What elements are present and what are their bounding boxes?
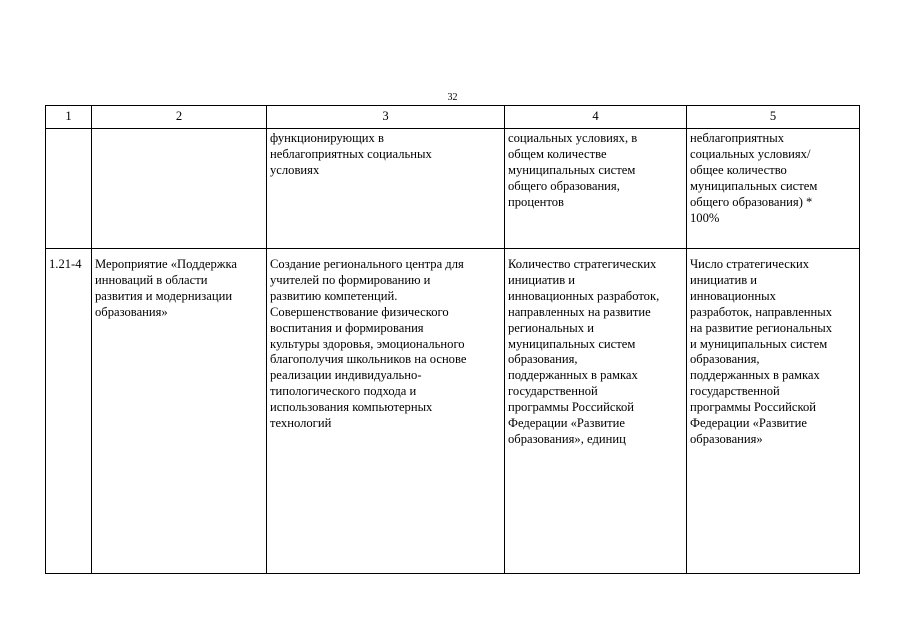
table-cell-name: Мероприятие «Поддержка инноваций в области развития и модернизации образования» — [92, 249, 267, 574]
table-cell-formula: неблагоприятных социальных условиях/ общее количество муниципальных систем общего образования) * 100% — [687, 129, 860, 249]
table-row — [46, 129, 860, 249]
data-table — [45, 105, 860, 574]
column-header: 2 — [92, 106, 267, 129]
page-number: 32 — [447, 92, 458, 103]
table-cell-description: функционирующих в неблагоприятных социальных условиях — [267, 129, 505, 249]
table-cell-indicator: социальных условиях, в общем количестве муниципальных систем общего образования, процентов — [505, 129, 687, 249]
table-cell-name — [92, 129, 267, 249]
column-header: 1 — [46, 106, 92, 129]
table-cell-number: 1.21-4 — [46, 249, 92, 574]
table-cell-description: Создание регионального центра для учителей по формированию и развитию компетенций. Совершенствование физического воспитания и формирования культуры здоровья, эмоционального благополучия школьников на основе реализации индивидуально- типологического подхода и использования компьютерных технологий — [267, 249, 505, 574]
table-cell-indicator: Количество стратегических инициатив и инновационных разработок, направленных на развитие региональных и муниципальных систем образования, поддержанных в рамках государственной программы Российской Федерации «Развитие образования», единиц — [505, 249, 687, 574]
table-cell-formula: Число стратегических инициатив и инновационных разработок, направленных на развитие региональных и муниципальных систем образования, поддержанных в рамках государственной программы Российской Федерации «Развитие образования» — [687, 249, 860, 574]
column-header: 5 — [687, 106, 860, 129]
table-row — [46, 249, 860, 574]
column-header: 3 — [267, 106, 505, 129]
column-header: 4 — [505, 106, 687, 129]
table-header-row — [46, 106, 860, 129]
table-cell-number — [46, 129, 92, 249]
